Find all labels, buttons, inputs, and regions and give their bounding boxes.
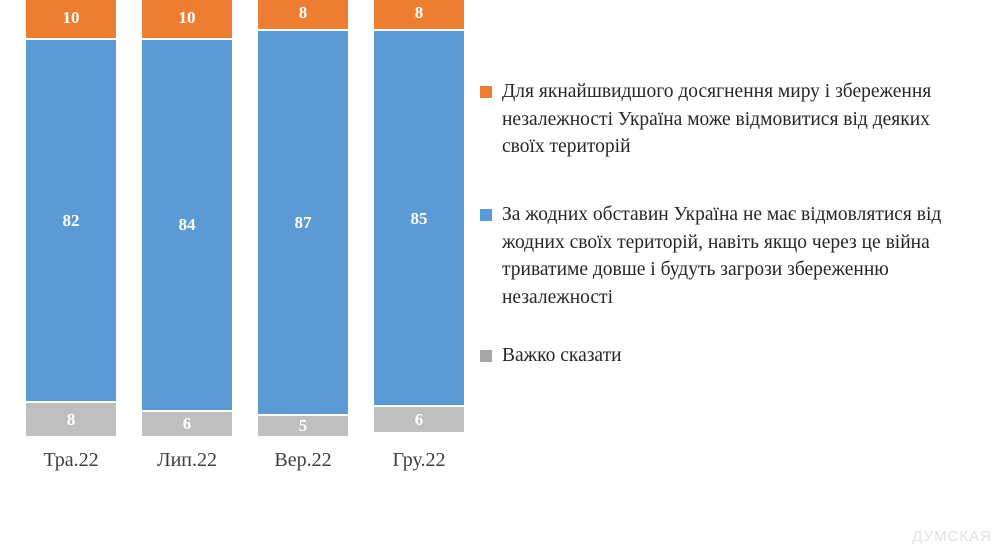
legend-label-1: За жодних обставин Україна не має відмовлятися від жодних своїх територій, навіть якщо через це війна триватиме довше і будуть загрози збереженню незалежності (502, 204, 942, 309)
x-axis-label-2: Вер.22 (274, 449, 332, 471)
legend-label-2: Важко сказати (502, 344, 622, 366)
legend-swatch-icon-0 (480, 86, 492, 98)
legend-item-0[interactable] (480, 78, 950, 161)
bar-group-1[interactable] (142, 0, 232, 436)
legend-item-2[interactable] (480, 342, 950, 370)
x-axis-label-3: Гру.22 (392, 449, 446, 471)
bar-segment-middle-1: 84 (142, 40, 232, 410)
bar-segment-middle-3: 85 (374, 31, 464, 405)
x-axis-label-0: Тра.22 (43, 449, 99, 471)
bar-segment-bottom-2: 5 (258, 414, 348, 436)
bar-segment-bottom-3: 6 (374, 405, 464, 431)
bar-segment-middle-2: 87 (258, 31, 348, 414)
legend-swatch-icon-1 (480, 209, 492, 221)
bar-segment-middle-0: 82 (26, 40, 116, 401)
plot-area (0, 3, 470, 478)
chart-legend (480, 78, 950, 396)
bar-segment-top-0: 10 (26, 0, 116, 40)
watermark: ДУМСКАЯ (912, 528, 992, 545)
bar-group-3[interactable] (374, 0, 464, 436)
bar-segment-bottom-1: 6 (142, 410, 232, 436)
bar-segment-bottom-0: 8 (26, 401, 116, 436)
bar-segment-top-1: 10 (142, 0, 232, 40)
bar-group-0[interactable] (26, 0, 116, 436)
legend-label-0: Для якнайшвидшого досягнення миру і збереження незалежності Україна може відмовитися від деяких своїх територій (502, 81, 932, 158)
bar-segment-top-2: 8 (258, 0, 348, 31)
legend-item-1[interactable] (480, 201, 950, 312)
bar-segment-top-3: 8 (374, 0, 464, 31)
x-axis-label-1: Лип.22 (157, 449, 217, 471)
legend-swatch-icon-2 (480, 350, 492, 362)
bar-group-2[interactable] (258, 0, 348, 436)
